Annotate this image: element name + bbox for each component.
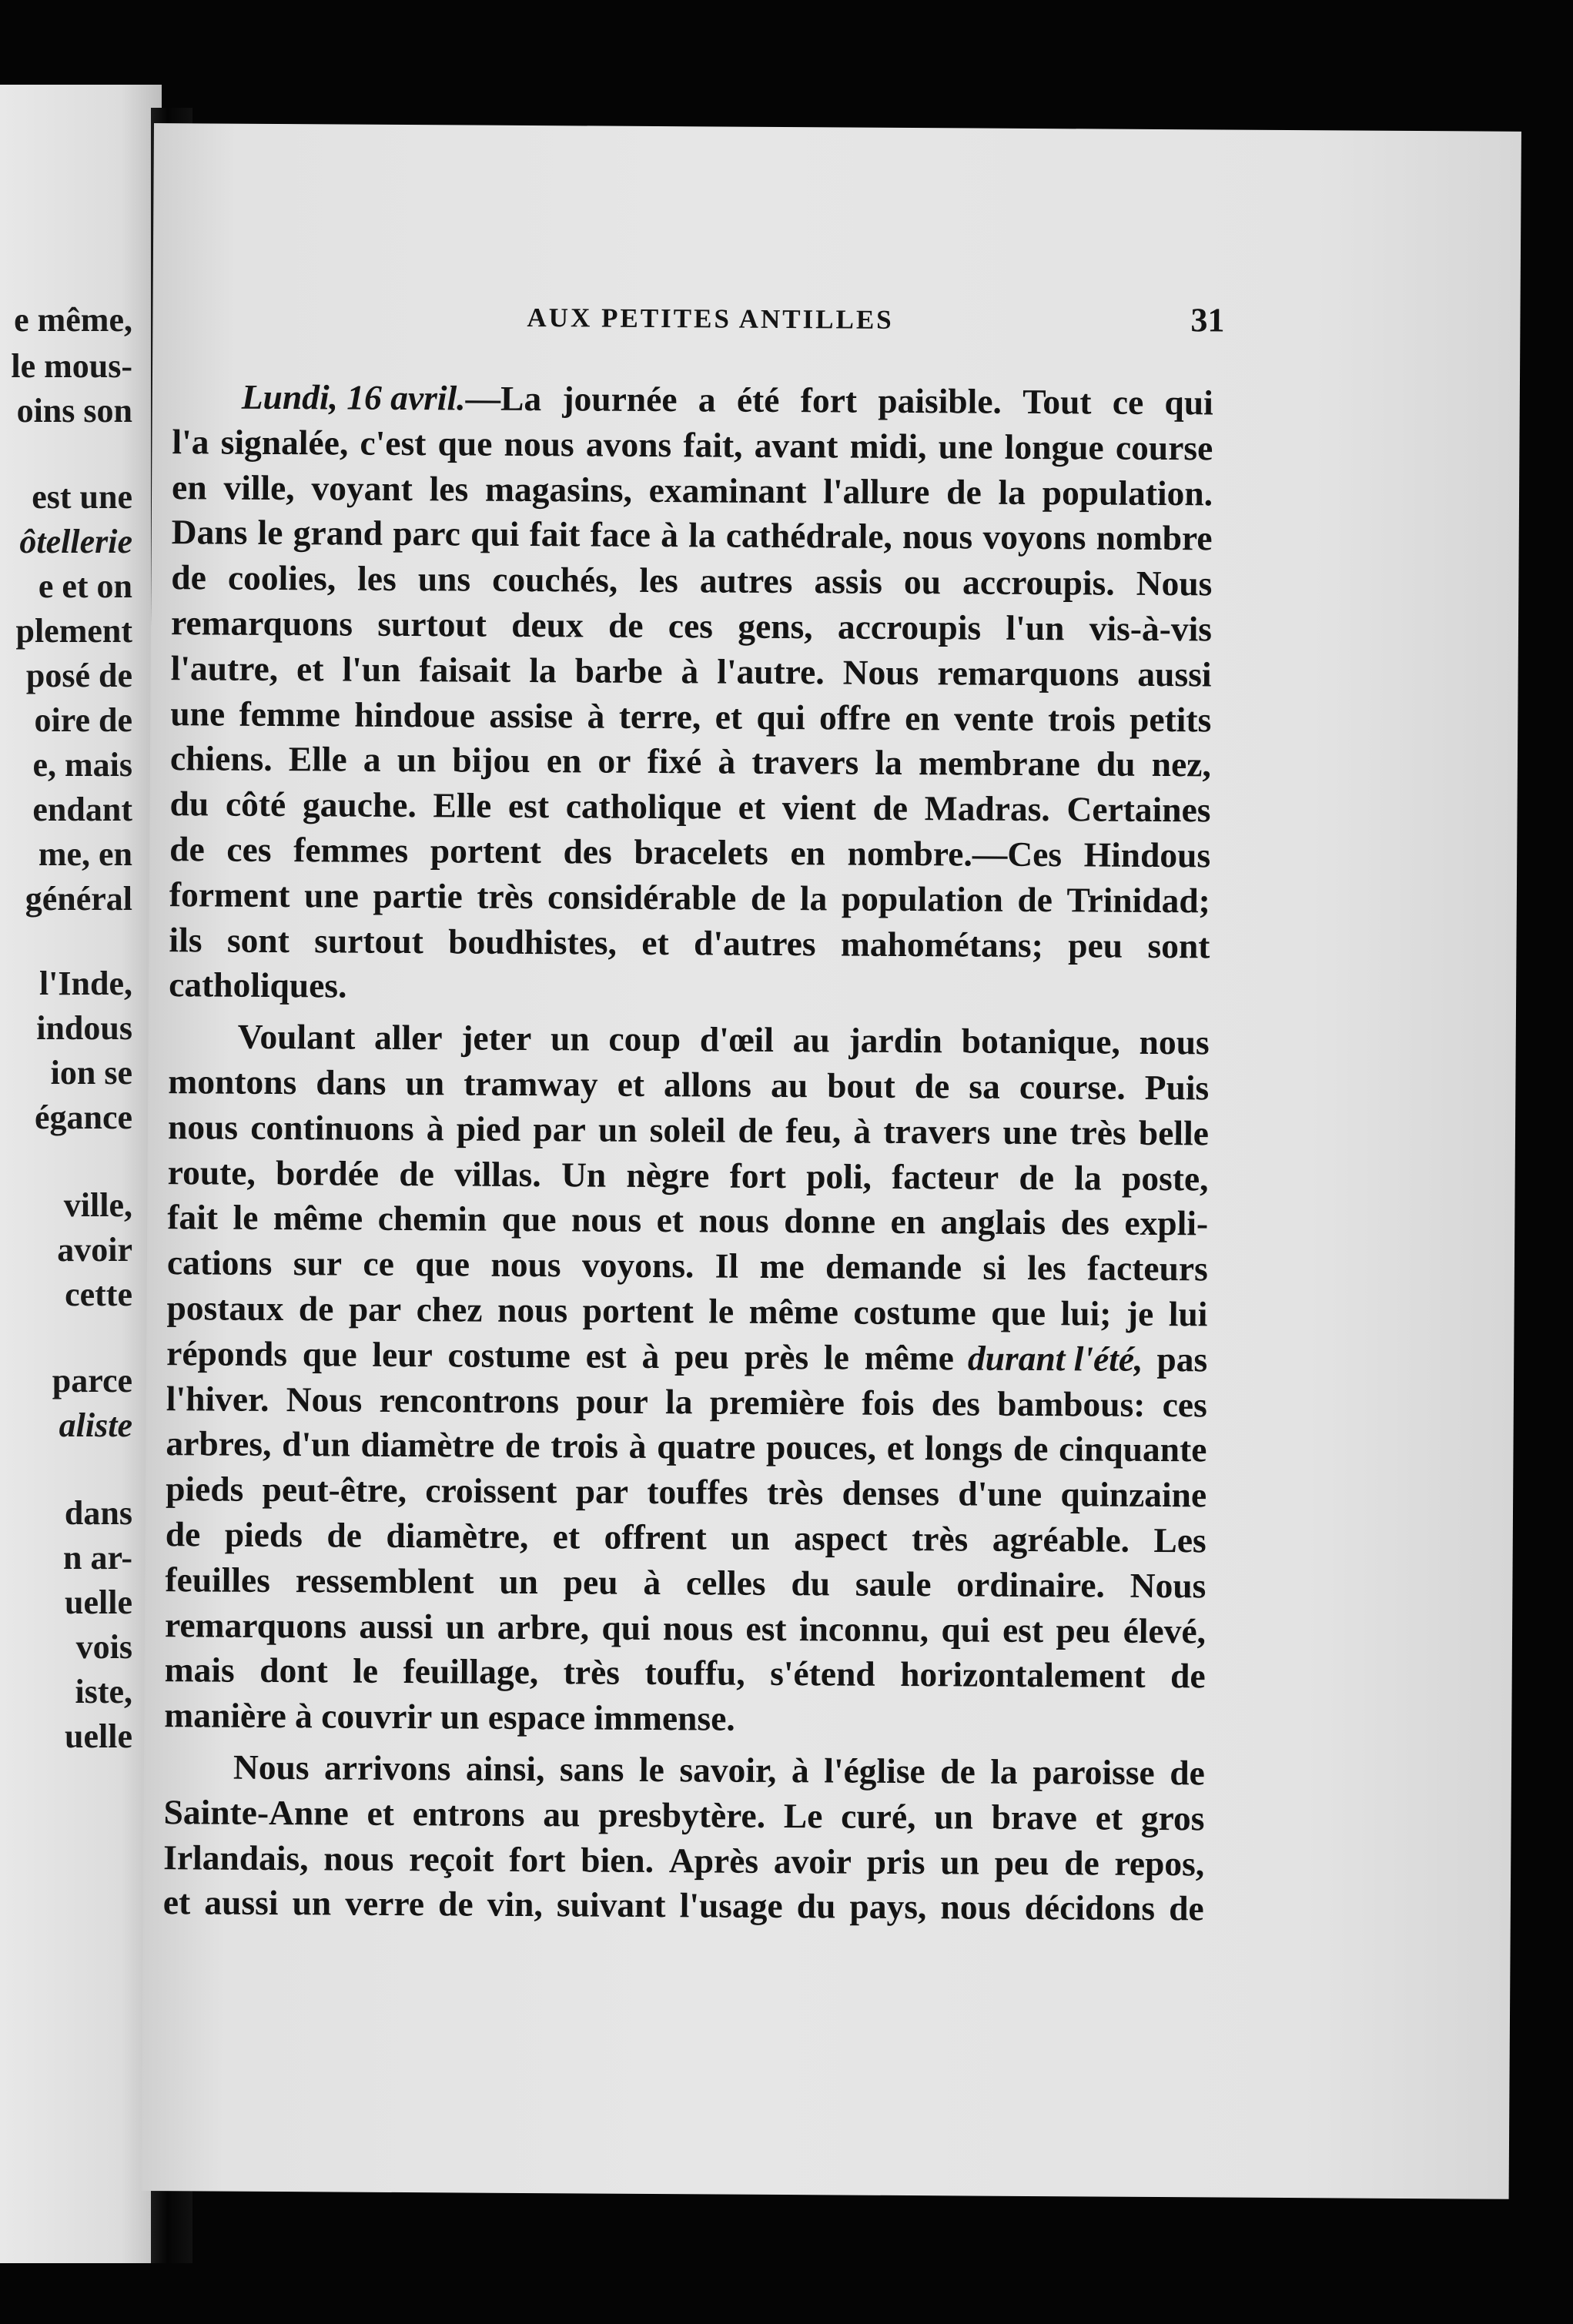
- previous-page-line: n ar-: [62, 1539, 132, 1577]
- previous-page-line: oire de: [34, 701, 132, 739]
- text-line: [169, 872, 1210, 924]
- text-line: [165, 1603, 1206, 1654]
- line-text: remarquons aussi un arbre, qui nous est inconnu, qui est peu élevé,: [164, 1604, 1207, 1650]
- previous-page-line: plement: [15, 612, 132, 650]
- line-text: de coolies, les uns couchés, les autres assis ou accroupis. Nous: [171, 557, 1213, 604]
- text-line: [169, 827, 1210, 878]
- text-line: [172, 510, 1213, 562]
- line-text: une femme hindoue assise à terre, et qui offre en vente trois petits: [170, 693, 1212, 739]
- line-tail: pas: [1156, 1339, 1208, 1379]
- text-line: [171, 555, 1212, 607]
- text-line: [163, 1790, 1204, 1841]
- text-line: [167, 1195, 1208, 1246]
- text-line: [169, 962, 1210, 1014]
- line-text: réponds que leur costume est à peu près le même: [166, 1333, 955, 1378]
- line-text: Nous arrivons ainsi, sans le savoir, à l'église de la paroisse de: [233, 1747, 1205, 1793]
- text-line: [166, 1286, 1207, 1337]
- book-page: [142, 123, 1521, 2199]
- line-text: Voulant aller jeter un coup d'œil au jardin botanique, nous: [237, 1016, 1210, 1062]
- text-line: [170, 691, 1211, 743]
- previous-page-line: e, mais: [32, 746, 132, 784]
- line-text: Dans le grand parc qui fait face à la cathédrale, nous voyons nombre: [171, 512, 1213, 558]
- line-text: —La journée a été fort paisible. Tout ce qui: [465, 378, 1213, 423]
- paragraph: [169, 374, 1213, 1014]
- text-line: [169, 918, 1210, 969]
- previous-page-line: ville,: [63, 1186, 132, 1224]
- page-number: 31: [1190, 301, 1225, 339]
- body-text: [163, 374, 1213, 1931]
- line-text: catholiques.: [169, 965, 347, 1005]
- entry-date: Lundi, 16 avril.: [241, 376, 466, 418]
- text-line: [163, 1880, 1204, 1931]
- previous-page-line: parce: [52, 1362, 132, 1399]
- previous-page-line: général: [25, 880, 132, 918]
- text-line: [172, 374, 1213, 426]
- line-text: l'hiver. Nous rencontrons pour la première fois des bambous: ces: [166, 1378, 1207, 1424]
- previous-page-line: me, en: [38, 835, 132, 873]
- text-line: [172, 465, 1213, 517]
- previous-page-line: indous: [36, 1009, 132, 1047]
- text-line: [165, 1557, 1206, 1609]
- previous-page-line: oins son: [16, 392, 132, 430]
- previous-page-line: dans: [64, 1494, 132, 1532]
- previous-page-line: iste,: [75, 1673, 132, 1710]
- line-text: Irlandais, nous reçoit fort bien. Après avoir pris un peu de repos,: [163, 1837, 1205, 1883]
- line-text: en ville, voyant les magasins, examinant l'allure de la population.: [171, 466, 1213, 513]
- line-text: de ces femmes portent des bracelets en nombre.—Ces Hindous: [169, 829, 1211, 875]
- line-text: fait le même chemin que nous et nous donne en anglais des expli-: [167, 1197, 1209, 1243]
- line-text: ils sont surtout boudhistes, et d'autres mahométans; peu sont: [169, 919, 1210, 965]
- text-line: [166, 1512, 1207, 1563]
- text-line: [171, 600, 1212, 652]
- line-text: forment une partie très considérable de la population de Trinidad;: [169, 874, 1210, 921]
- text-line: [166, 1466, 1207, 1518]
- previous-page-line: posé de: [25, 657, 132, 694]
- text-line: [166, 1331, 1207, 1383]
- text-line: [168, 1105, 1209, 1156]
- previous-page-line: ion se: [50, 1054, 132, 1092]
- previous-page-line: cette: [65, 1276, 132, 1313]
- text-line: [165, 1647, 1206, 1699]
- paragraph: [164, 1014, 1210, 1744]
- text-line: [164, 1693, 1205, 1744]
- line-text: l'autre, et l'un faisait la barbe à l'autre. Nous remarquons aussi: [170, 647, 1212, 694]
- previous-page-line: l'Inde,: [38, 965, 132, 1002]
- text-line: [169, 781, 1210, 833]
- previous-page-line: vois: [75, 1628, 132, 1666]
- text-line: [172, 420, 1213, 471]
- previous-page-line: e et on: [38, 567, 132, 605]
- paragraph: [163, 1744, 1205, 1931]
- line-text: feuilles ressemblent un peu à celles du saule ordinaire. Nous: [165, 1559, 1207, 1606]
- line-text: postaux de par chez nous portent le même costume que lui; je lui: [166, 1288, 1208, 1334]
- line-text: remarquons surtout deux de ces gens, accroupis l'un vis-à-vis: [170, 603, 1213, 649]
- line-text: Sainte-Anne et entrons au presbytère. Le curé, un brave et gros: [163, 1791, 1205, 1838]
- line-text: manière à couvrir un espace immense.: [164, 1695, 735, 1738]
- line-text: mais dont le feuillage, très touffu, s'étend horizontalement de: [164, 1650, 1206, 1696]
- line-text: nous continuons à pied par un soleil de feu, à travers une très belle: [167, 1106, 1210, 1153]
- line-text: et aussi un verre de vin, suivant l'usage du pays, nous décidons de: [162, 1882, 1204, 1928]
- previous-page-line: égance: [34, 1098, 132, 1136]
- text-line: [163, 1835, 1204, 1887]
- line-text: route, bordée de villas. Un nègre fort poli, facteur de la poste,: [167, 1152, 1209, 1198]
- previous-page-line: endant: [32, 791, 132, 828]
- italic-phrase: durant l'été,: [967, 1338, 1143, 1379]
- text-line: [166, 1376, 1207, 1428]
- text-line: [164, 1744, 1205, 1796]
- previous-page-line: avoir: [57, 1231, 132, 1269]
- previous-page-line: est une: [32, 478, 132, 516]
- line-text: arbres, d'un diamètre de trois à quatre pouces, et longs de cinquante: [166, 1423, 1207, 1470]
- previous-page-line: ôtellerie: [19, 523, 132, 560]
- line-text: l'a signalée, c'est que nous avons fait, avant midi, une longue course: [172, 421, 1213, 468]
- running-head: AUX PETITES ANTILLES: [527, 302, 894, 335]
- line-text: de pieds de diamètre, et offrent un aspect très agréable. Les: [165, 1514, 1207, 1560]
- previous-page-line: le mous-: [11, 347, 132, 385]
- line-text: cations sur ce que nous voyons. Il me demande si les facteurs: [166, 1242, 1208, 1289]
- previous-page-line: uelle: [65, 1717, 132, 1755]
- line-text: chiens. Elle a un bijou en or fixé à travers la membrane du nez,: [169, 738, 1211, 784]
- line-text: montons dans un tramway et allons au bout de sa course. Puis: [168, 1062, 1210, 1108]
- previous-page-fragment: [0, 85, 162, 2263]
- line-text: pieds peut-être, croissent par touffes très denses d'une quinzaine: [166, 1469, 1207, 1515]
- previous-page-line: aliste: [59, 1406, 132, 1444]
- line-text: du côté gauche. Elle est catholique et vient de Madras. Certaines: [169, 784, 1211, 830]
- text-line: [167, 1150, 1208, 1202]
- previous-page-line: e même,: [14, 301, 132, 339]
- text-line: [166, 1421, 1207, 1473]
- text-line: [170, 737, 1211, 788]
- text-line: [167, 1240, 1208, 1292]
- text-line: [170, 646, 1211, 697]
- text-line: [169, 1014, 1210, 1065]
- text-line: [168, 1059, 1209, 1111]
- previous-page-line: uelle: [65, 1583, 132, 1621]
